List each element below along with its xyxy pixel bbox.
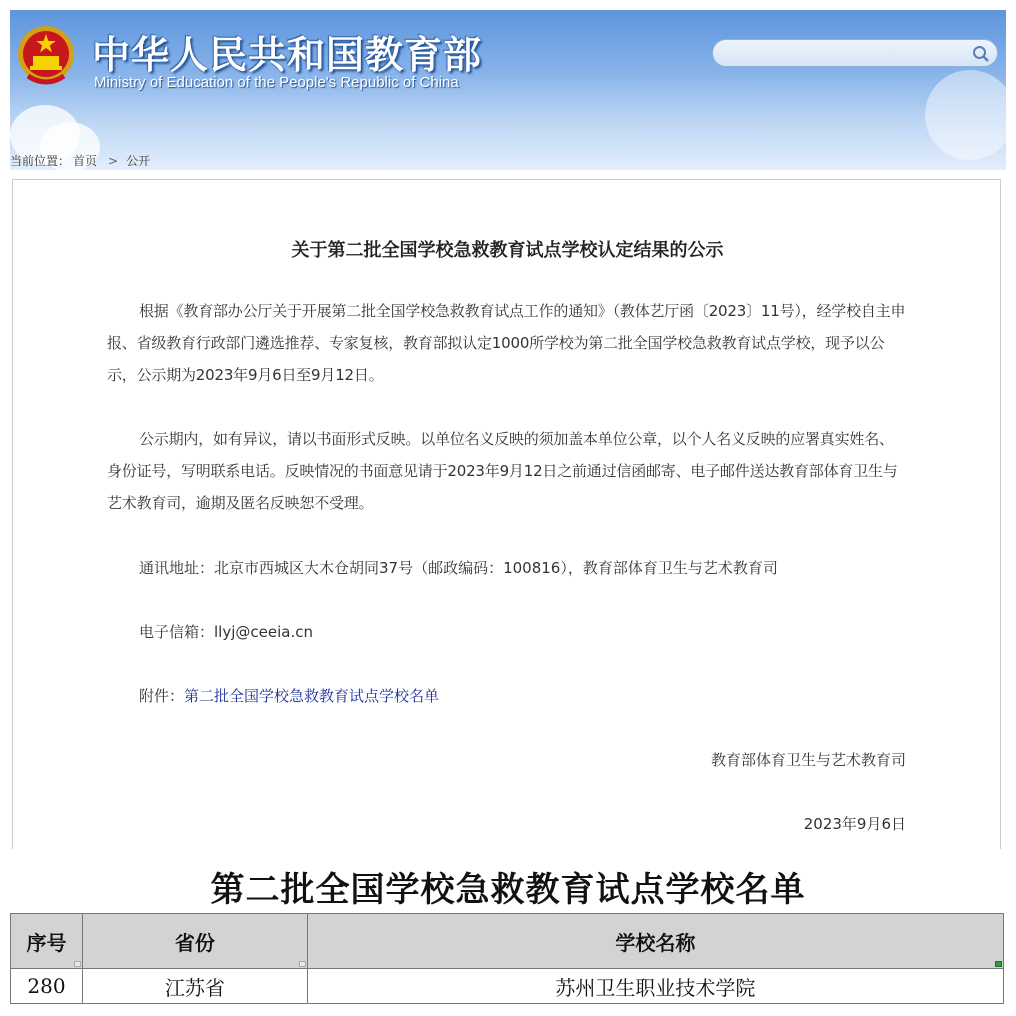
school-list-title: 第二批全国学校急救教育试点学校名单 <box>210 870 806 910</box>
cell-number[interactable]: 280 <box>11 969 83 1004</box>
breadcrumb-label: 当前位置： <box>10 154 71 168</box>
contact-address: 通讯地址：北京市西城区大木仓胡同37号（邮政编码：100816），教育部体育卫生与艺术教育司 <box>139 559 778 577</box>
column-header-province[interactable] <box>82 914 307 969</box>
search-input[interactable] <box>725 43 969 65</box>
national-emblem-icon[interactable] <box>16 24 76 88</box>
contact-email: 电子信箱：llyj@ceeia.cn <box>139 623 313 641</box>
column-header-label: 序号 <box>26 930 67 955</box>
site-subtitle: Ministry of Education of the People's Republic of China <box>94 74 459 91</box>
breadcrumb-current[interactable]: 公开 <box>126 154 151 168</box>
breadcrumb <box>10 152 153 169</box>
article-panel <box>12 179 1001 849</box>
dandelion-decoration <box>925 70 1006 160</box>
article-paragraph: 根据《教育部办公厅关于开展第二批全国学校急救教育试点工作的通知》（教体艺厅函〔2023〕11号），经学校自主申报、省级教育行政部门遴选推荐、专家复核，教育部拟认定1000所学校为第二批全国学校急救教育试点学校，现予以公示，公示期为2023年9月6日至9月12日。 <box>107 302 906 384</box>
column-header-label: 省份 <box>174 930 215 955</box>
column-header-label: 学校名称 <box>615 930 696 955</box>
attachment-line <box>139 685 439 706</box>
breadcrumb-home[interactable]: 首页 <box>73 154 98 168</box>
site-title[interactable]: 中华人民共和国教育部 <box>92 33 483 77</box>
search-box[interactable] <box>712 39 998 67</box>
site-header <box>10 10 1006 170</box>
attachment-link[interactable]: 第二批全国学校急救教育试点学校名单 <box>184 687 440 705</box>
cell-province[interactable]: 江苏省 <box>82 969 307 1004</box>
publish-date: 2023年9月6日 <box>803 815 906 833</box>
breadcrumb-separator: > <box>108 154 119 168</box>
article-title: 关于第二批全国学校急救教育试点学校认定结果的公示 <box>291 240 724 261</box>
column-header-school-name[interactable] <box>307 914 1003 969</box>
filter-active-icon[interactable] <box>995 961 1002 967</box>
signature: 教育部体育卫生与艺术教育司 <box>710 751 906 769</box>
table-row <box>11 969 1004 1004</box>
search-icon[interactable] <box>971 44 991 64</box>
attachment-label: 附件： <box>139 687 185 705</box>
filter-dropdown-icon[interactable] <box>74 961 81 967</box>
filter-dropdown-icon[interactable] <box>299 961 306 967</box>
table-header-row <box>11 914 1004 969</box>
cell-school-name[interactable]: 苏州卫生职业技术学院 <box>307 969 1003 1004</box>
school-table <box>10 913 1004 1004</box>
article-paragraph: 公示期内，如有异议，请以书面形式反映。以单位名义反映的须加盖本单位公章，以个人名义反映的应署真实姓名、身份证号，写明联系电话。反映情况的书面意见请于2023年9月12日之前通过信函邮寄、电子邮件送达教育部体育卫生与艺术教育司，逾期及匿名反映恕不受理。 <box>107 430 898 512</box>
column-header-number[interactable] <box>11 914 83 969</box>
